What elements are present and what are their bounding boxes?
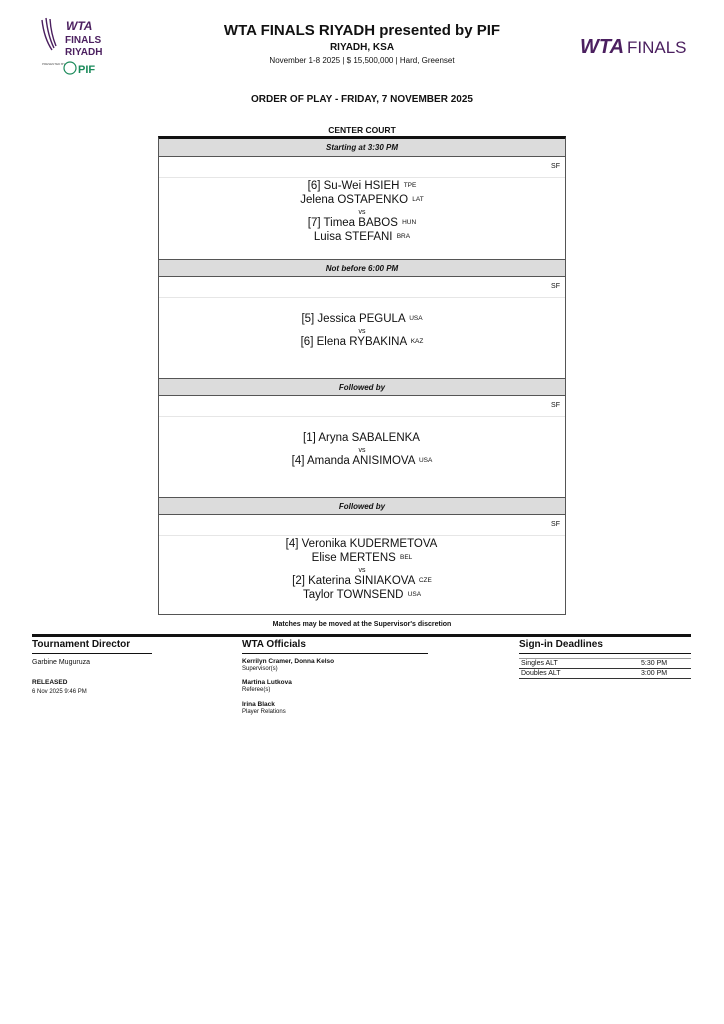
player-line (159, 194, 565, 208)
player-name: [2] Katerina SINIAKOVA (292, 575, 415, 587)
player-nationality: BRA (396, 233, 411, 240)
player-line (159, 575, 565, 589)
official-role: Supervisor(s) (242, 666, 278, 672)
player-name: Luisa STEFANI (313, 231, 393, 243)
round-row (159, 277, 565, 298)
player-name: [1] Aryna SABALENKA (303, 432, 420, 444)
player-line (159, 180, 565, 194)
player-line (159, 432, 565, 446)
player-line (159, 589, 565, 603)
player-name: [4] Veronika KUDERMETOVA (285, 538, 438, 550)
officials-title: WTA Officials (242, 639, 428, 654)
official-role: Player Relations (242, 709, 286, 715)
player-nationality: TPE (403, 182, 417, 189)
director-title: Tournament Director (32, 639, 152, 654)
match-block (159, 139, 565, 259)
player-nationality: USA (407, 591, 422, 598)
round-label: SF (551, 163, 560, 170)
time-band: Followed by (159, 497, 565, 515)
round-label: SF (551, 402, 560, 409)
player-name: [6] Su-Wei HSIEH (307, 180, 400, 192)
match-block (159, 497, 565, 615)
round-row (159, 396, 565, 417)
footer-divider (32, 634, 691, 637)
deadline-label: Doubles ALT (519, 669, 639, 679)
logo-wta-text: WTA (66, 19, 93, 33)
official-name: Irina Black (242, 701, 275, 708)
player-line (159, 336, 565, 350)
player-name: Taylor TOWNSEND (302, 589, 404, 601)
court-name: CENTER COURT (328, 125, 396, 135)
player-nationality: CZE (418, 577, 432, 584)
official-name: Martina Lutkova (242, 679, 292, 686)
player-name: [6] Elena RYBAKINA (300, 336, 407, 348)
round-row (159, 157, 565, 178)
schedule-grid (158, 136, 566, 615)
player-line (159, 313, 565, 327)
round-label: SF (551, 283, 560, 290)
logo-presented-text: PRESENTED BY (42, 62, 66, 66)
player-nationality: USA (418, 457, 433, 464)
vs-label: vs (358, 328, 366, 335)
player-line (159, 231, 565, 245)
deadlines-table (519, 658, 691, 679)
player-nationality: KAZ (410, 338, 424, 345)
time-band: Followed by (159, 378, 565, 396)
match (159, 538, 565, 603)
player-nationality: USA (409, 315, 423, 322)
vs-label: vs (358, 567, 366, 574)
official-role: Referee(s) (242, 687, 271, 693)
deadlines-title: Sign-in Deadlines (519, 639, 691, 654)
player-name: [4] Amanda ANISIMOVA (291, 455, 415, 467)
player-name: Elise MERTENS (311, 552, 396, 564)
match (159, 313, 565, 350)
player-line (159, 455, 565, 469)
logo-riyadh-text: RIYADH (65, 47, 103, 58)
vs-label: vs (358, 209, 366, 216)
time-band: Not before 6:00 PM (159, 259, 565, 277)
player-name: [5] Jessica PEGULA (301, 313, 405, 325)
match-block (159, 259, 565, 379)
director-name: Garbine Muguruza (32, 659, 90, 666)
deadline-time: 5:30 PM (639, 659, 691, 669)
logo-right-wta-text: WTA (580, 36, 625, 58)
round-row (159, 515, 565, 536)
tournament-info: November 1-8 2025 | $ 15,500,000 | Hard, Greenset (269, 56, 455, 65)
round-label: SF (551, 521, 560, 528)
match (159, 180, 565, 245)
match-block (159, 378, 565, 498)
schedule-note: Matches may be moved at the Supervisor's discretion (272, 621, 452, 628)
player-name: [7] Timea BABOS (307, 217, 398, 229)
order-of-play-title: ORDER OF PLAY - FRIDAY, 7 NOVEMBER 2025 (251, 94, 473, 105)
wta-finals-logo (580, 34, 695, 58)
player-nationality: LAT (412, 196, 424, 203)
player-line (159, 538, 565, 552)
table-row (519, 659, 691, 669)
player-line (159, 552, 565, 566)
logo-pif-text: PIF (78, 64, 96, 76)
player-nationality: BEL (400, 554, 413, 561)
vs-label: vs (358, 447, 366, 454)
logo-right-finals-text: FINALS (627, 38, 687, 57)
time-band: Starting at 3:30 PM (159, 139, 565, 157)
match (159, 432, 565, 469)
table-row (519, 669, 691, 679)
tournament-city: RIYADH, KSA (329, 42, 395, 53)
released-label: RELEASED (32, 679, 68, 686)
tournament-title: WTA FINALS RIYADH presented by PIF (223, 22, 501, 39)
wta-finals-riyadh-logo (38, 16, 108, 78)
released-value: 6 Nov 2025 9:46 PM (32, 689, 87, 695)
pif-emblem-icon (64, 62, 76, 74)
player-name: Jelena OSTAPENKO (300, 194, 409, 206)
deadline-time: 3:00 PM (639, 669, 691, 679)
player-line (159, 217, 565, 231)
player-nationality: HUN (402, 219, 417, 226)
logo-finals-text: FINALS (65, 35, 102, 46)
deadline-label: Singles ALT (519, 659, 639, 669)
official-name: Kerrilyn Cramer, Donna Kelso (242, 658, 335, 665)
